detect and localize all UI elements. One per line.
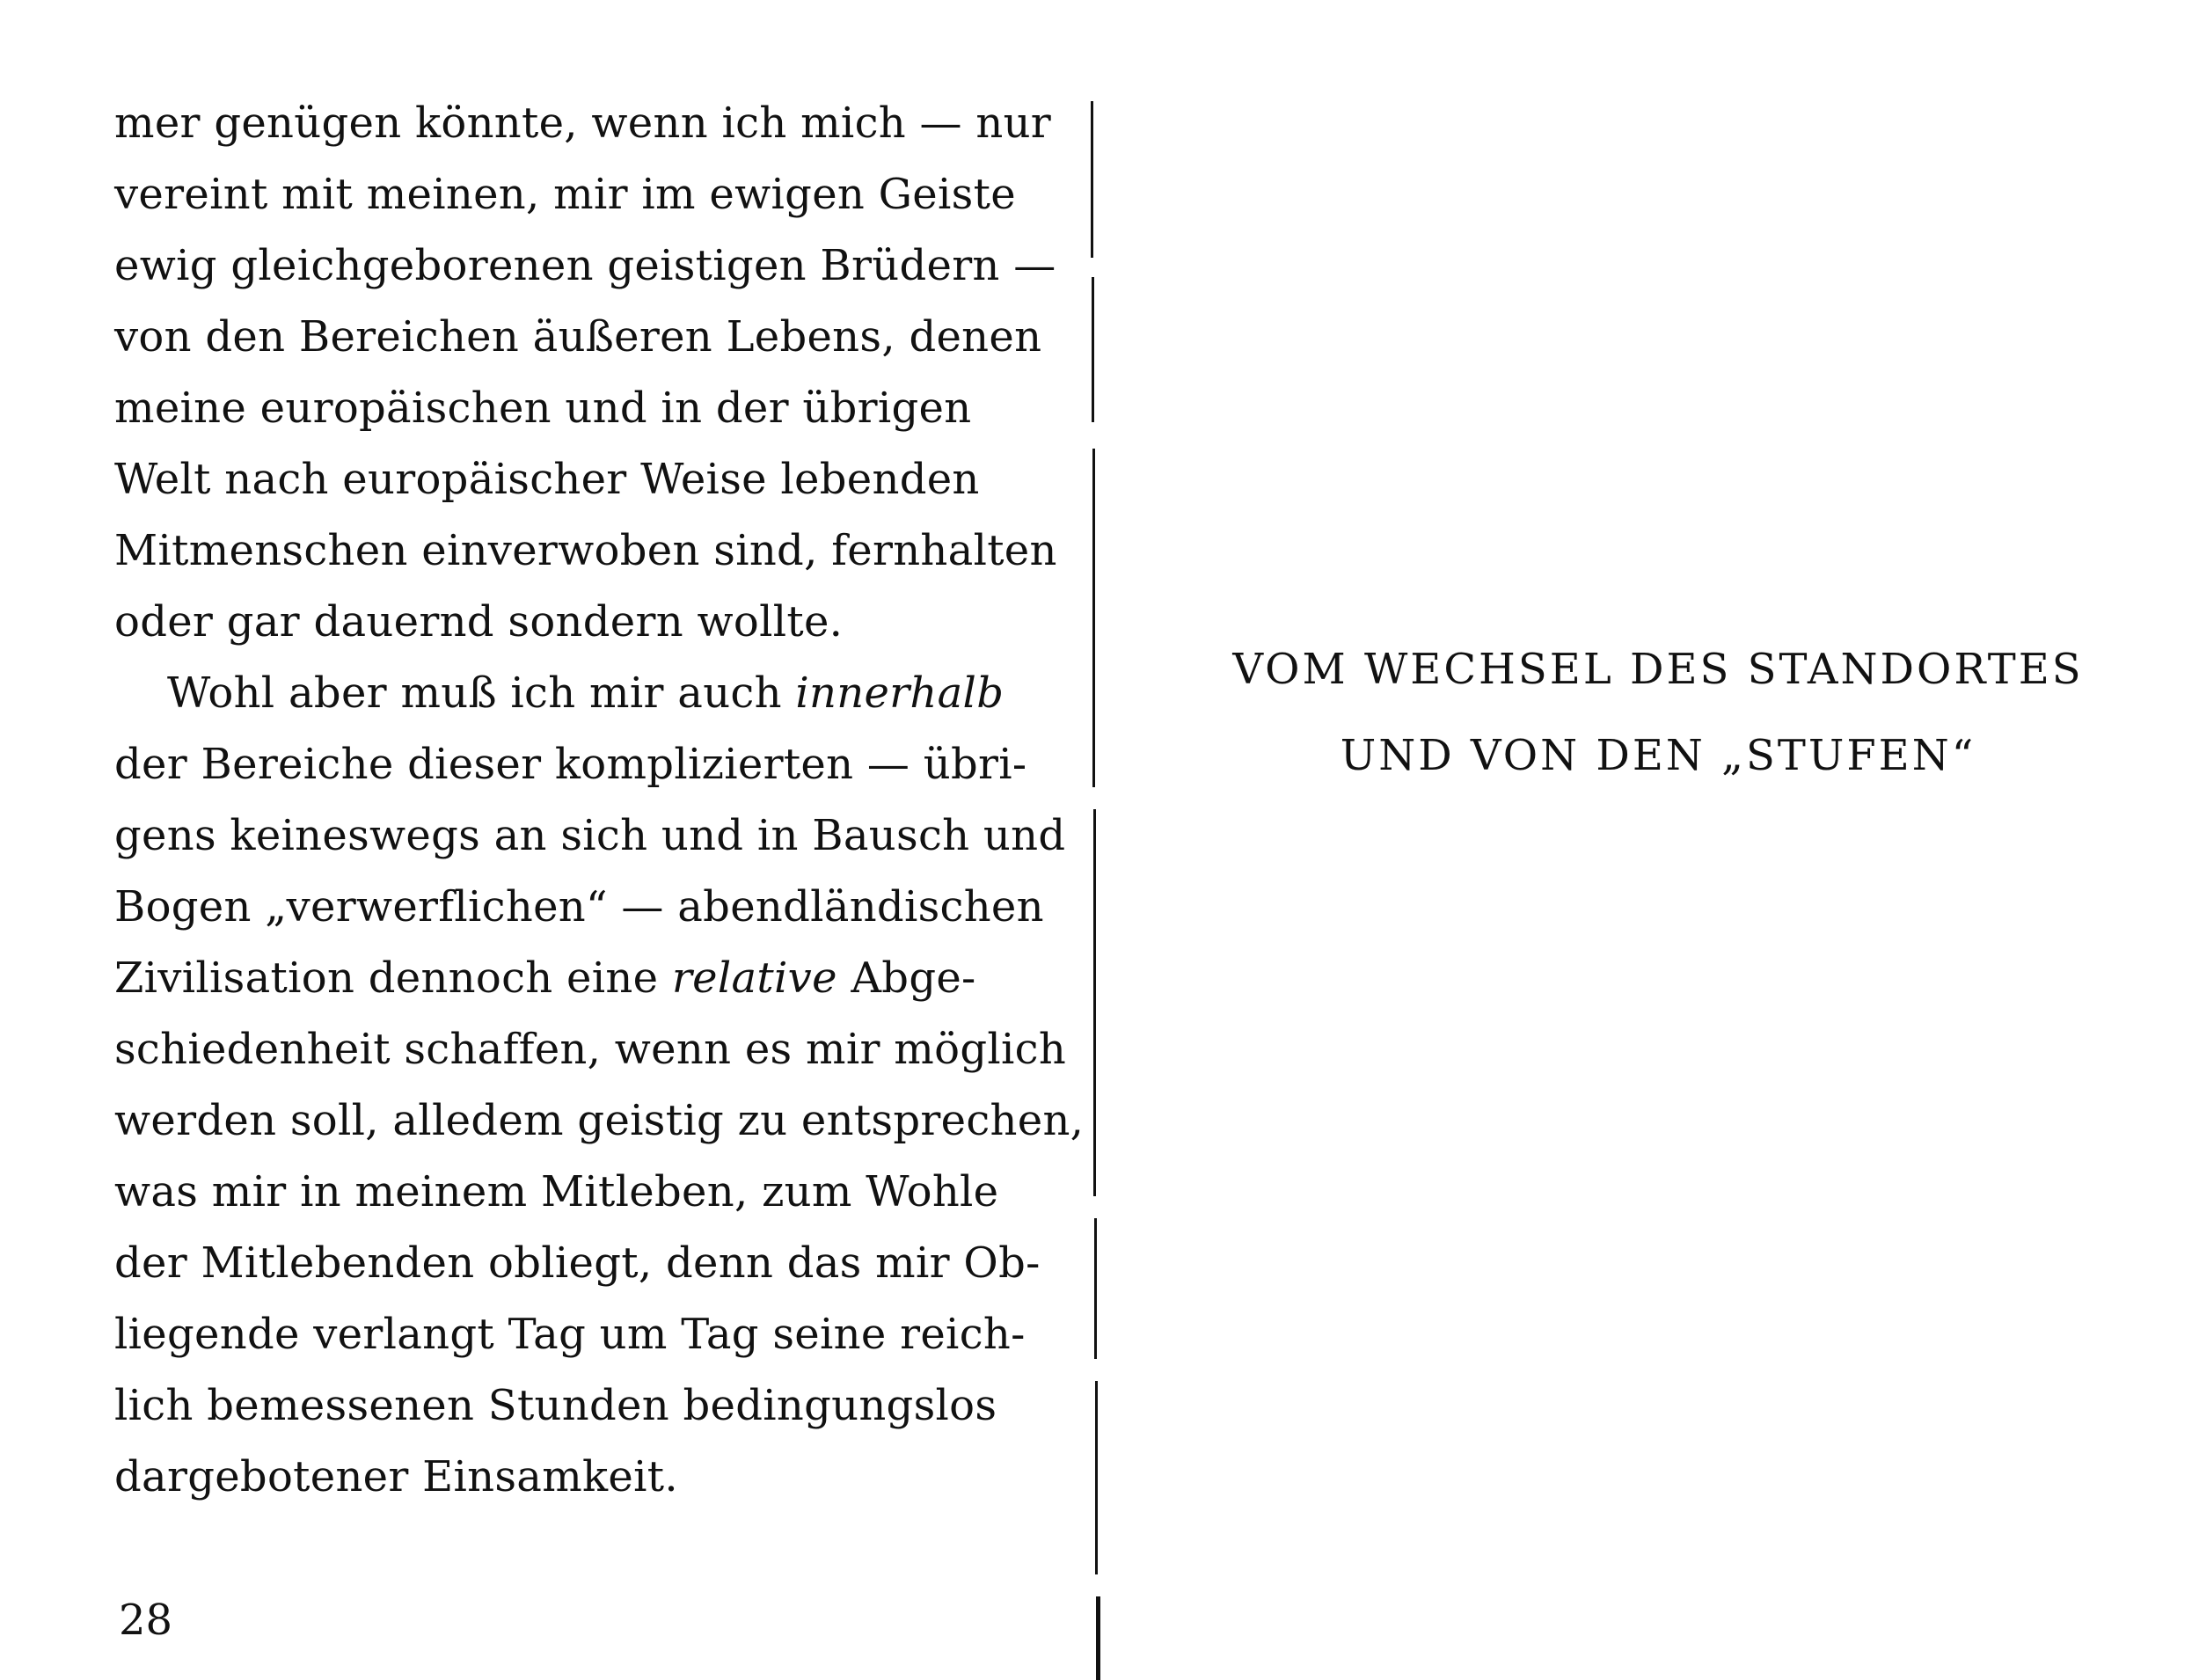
gutter-segment [1095, 1381, 1098, 1574]
text-line: ewig gleichgeborenen geistigen Brüdern — [114, 241, 1056, 290]
left-page [0, 0, 1091, 1680]
text-line: was mir in meinem Mitleben, zum Wohle [114, 1167, 999, 1216]
text-line: meine europäischen und in der übrigen [114, 383, 972, 433]
text-line: Mitmenschen einverwoben sind, fernhalten [114, 526, 1057, 575]
paragraph [114, 658, 1085, 1513]
text-line: Welt nach europäischer Weise lebenden [114, 455, 980, 504]
text-line: schiedenheit schaffen, wenn es mir möglich [114, 1025, 1067, 1074]
chapter-title-line: UND VON DEN „STUFEN“ [1340, 731, 1976, 780]
text-line: liegende verlangt Tag um Tag seine reich- [114, 1310, 1026, 1359]
text-run: Abge- [836, 953, 976, 1003]
book-gutter-line [1087, 101, 1114, 1680]
gutter-segment [1094, 1218, 1097, 1359]
text-line: werden soll, alledem geistig zu entsprechen, [114, 1096, 1085, 1145]
emphasis-text: relative [671, 953, 837, 1003]
gutter-segment [1092, 277, 1094, 422]
text-run: Zivilisation dennoch eine [114, 953, 672, 1003]
text-line: der Mitlebenden obliegt, denn das mir Ob- [114, 1238, 1041, 1288]
gutter-segment [1092, 449, 1095, 787]
text-line: oder gar dauernd sondern wollte. [114, 597, 844, 646]
paragraph [114, 88, 1057, 658]
text-line: Bogen „verwerflichen“ — abendländischen [114, 882, 1044, 931]
text-line: dargebotener Einsamkeit. [114, 1452, 678, 1501]
chapter-title-line: VOM WECHSEL DES STANDORTES [1232, 645, 2084, 694]
page-number: 28 [119, 1596, 173, 1645]
text-run: Wohl aber muß ich mir auch [167, 668, 796, 718]
gutter-segment [1093, 809, 1096, 1196]
body-text [114, 88, 1085, 1513]
text-line: von den Bereichen äußeren Lebens, denen [114, 312, 1042, 362]
text-line: vereint mit meinen, mir im ewigen Geiste [114, 170, 1016, 219]
text-line [114, 943, 976, 1014]
text-line [114, 658, 1005, 729]
text-line: lich bemessenen Stunden bedingungslos [114, 1381, 997, 1430]
text-line: mer genügen könnte, wenn ich mich — nur [114, 99, 1052, 148]
right-page [1117, 0, 2199, 1680]
gutter-segment [1096, 1596, 1100, 1680]
chapter-title [1117, 626, 2199, 799]
text-line: gens keineswegs an sich und in Bausch und [114, 811, 1066, 860]
text-line: der Bereiche dieser komplizierten — übri- [114, 740, 1027, 789]
emphasis-text: innerhalb [795, 668, 1005, 718]
gutter-segment [1091, 101, 1093, 258]
